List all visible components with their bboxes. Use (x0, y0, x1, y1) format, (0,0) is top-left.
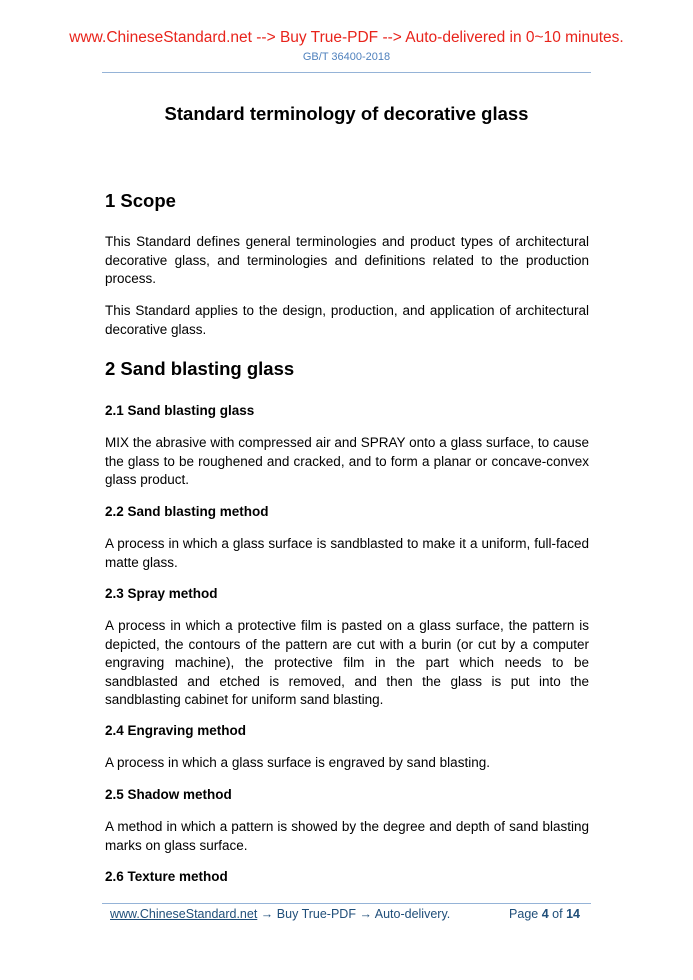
page-current: 4 (541, 907, 549, 921)
page-of: of (552, 907, 563, 921)
clause-text-2-5: A method in which a pattern is showed by the degree and depth of sand blasting marks on glass surface. (105, 819, 589, 853)
header-divider (102, 72, 591, 73)
page-indicator (509, 907, 580, 921)
standard-number: GB/T 36400-2018 (302, 51, 391, 63)
clause-text-2-1: MIX the abrasive with compressed air and SPRAY onto a glass surface, to cause the glass to be roughened and cracked, and to form a planar or concave-convex glass product. (105, 435, 589, 487)
clause-heading-2-2: 2.2 Sand blasting method (105, 504, 269, 519)
scope-paragraph-1: This Standard defines general terminologies and product types of architectural decorative glass, and terminologies and definitions related to the production process. (105, 234, 589, 286)
section-heading-scope: 1 Scope (105, 190, 176, 211)
clause-heading-2-1: 2.1 Sand blasting glass (105, 403, 255, 418)
clause-heading-2-4: 2.4 Engraving method (105, 723, 247, 738)
clause-text-2-3: A process in which a protective film is pasted on a glass surface, the pattern is depicted, the contours of the pattern are cut with a burin (or cut by a computer engraving machine), the protective film in the part which needs to be sandblasted and etched is removed, and then the glass is put into the sandblasting cabinet for uniform sand blasting. (105, 618, 589, 707)
section-heading-sand-blasting: 2 Sand blasting glass (105, 358, 295, 379)
arrow-icon: → (260, 907, 274, 921)
footer-delivery-text: Auto-delivery. (374, 907, 451, 921)
footer-link[interactable]: www.ChineseStandard.net (110, 907, 258, 921)
arrow-icon: → (359, 907, 372, 921)
document-title: Standard terminology of decorative glass (164, 103, 529, 124)
clause-heading-2-5: 2.5 Shadow method (105, 787, 232, 802)
clause-text-2-2: A process in which a glass surface is sandblasted to make it a uniform, full-faced matte glass. (105, 536, 589, 570)
page-total: 14 (566, 907, 580, 921)
scope-paragraph-2: This Standard applies to the design, production, and application of architectural decorative glass. (105, 303, 589, 337)
footer-buy-text: Buy True-PDF (276, 907, 356, 921)
footer-divider (102, 903, 591, 904)
clause-heading-2-6: 2.6 Texture method (105, 869, 228, 884)
clause-text-2-4: A process in which a glass surface is engraved by sand blasting. (105, 755, 490, 770)
page-footer (110, 907, 580, 921)
clause-heading-2-3: 2.3 Spray method (105, 586, 218, 601)
page-label: Page (509, 907, 539, 921)
top-banner[interactable]: www.ChineseStandard.net --> Buy True-PDF --> Auto-delivered in 0~10 minutes. (69, 29, 624, 46)
